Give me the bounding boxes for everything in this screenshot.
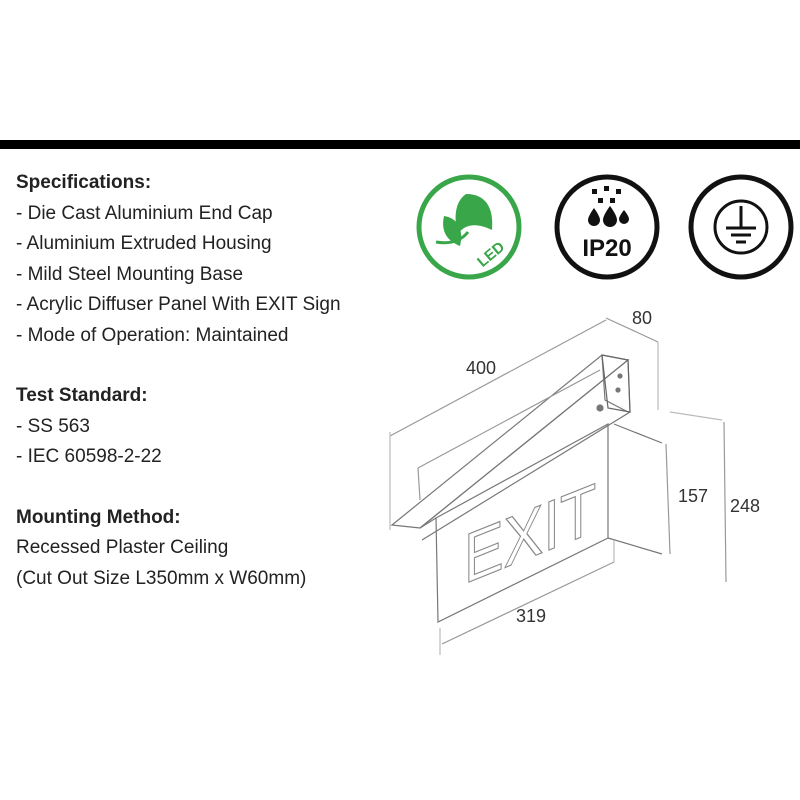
ip-rating-icon xyxy=(552,172,662,282)
spec-item: - Acrylic Diffuser Panel With EXIT Sign xyxy=(16,294,341,315)
ip-label: IP20 xyxy=(582,235,632,262)
mounting-line: (Cut Out Size L350mm x W60mm) xyxy=(16,567,307,589)
test-standard-heading: Test Standard: xyxy=(16,385,148,406)
dimension-panel-width: 319 xyxy=(516,606,547,626)
top-rule xyxy=(0,140,800,149)
dimension-length: 400 xyxy=(466,358,497,378)
standard-item: - SS 563 xyxy=(16,415,90,437)
earth-ground-icon xyxy=(686,172,796,282)
specifications-heading: Specifications: xyxy=(16,172,152,193)
dimension-depth: 80 xyxy=(632,308,653,328)
spec-item: - Mild Steel Mounting Base xyxy=(16,263,244,285)
exit-sign-text: EXIT xyxy=(464,468,597,600)
led-leaf-icon xyxy=(414,172,524,282)
dimension-total-height: 248 xyxy=(730,496,761,516)
spec-item: - Aluminium Extruded Housing xyxy=(16,233,272,254)
spec-item: - Mode of Operation: Maintained xyxy=(16,324,289,346)
spec-item: - Die Cast Aluminium End Cap xyxy=(16,202,273,224)
dimension-panel-height: 157 xyxy=(678,486,709,506)
mounting-method-heading: Mounting Method: xyxy=(16,506,181,528)
specifications-panel xyxy=(16,168,396,594)
mounting-line: Recessed Plaster Ceiling xyxy=(16,537,229,558)
standard-item: - IEC 60598-2-22 xyxy=(16,446,162,467)
led-label: LED xyxy=(474,238,509,271)
certification-icons xyxy=(414,172,794,282)
technical-drawing xyxy=(380,300,780,670)
